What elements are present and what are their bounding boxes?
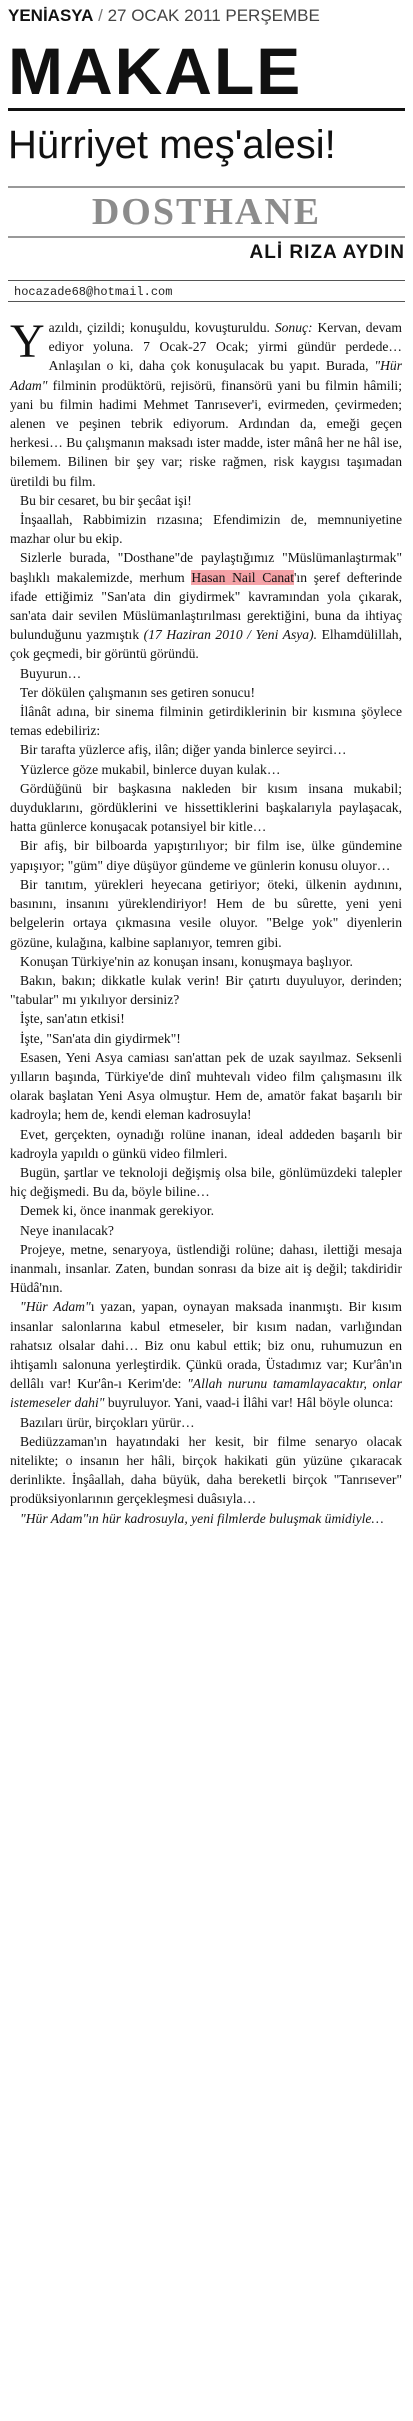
- paragraph: "Hür Adam"ın hür kadrosuyla, yeni filmlerde buluşmak ümidiyle…: [20, 1510, 384, 1526]
- issue-date: 27 OCAK 2011 PERŞEMBE: [107, 6, 320, 25]
- drop-cap: Y: [10, 315, 45, 368]
- paragraph: Bediüzzaman'ın hayatındaki her kesit, bir filme senaryo olacak nitelikte; o insanın her hâli, birçok hakikati gün yüzüne çıkaracak derinlikte. İnşâallah, daha büyük, daha bereketli birçok "Tanrısever" prodüksiyonlarının gerçekleşmesi duâsıyla…: [10, 1433, 402, 1507]
- paragraph: Demek ki, önce inanmak gerekiyor.: [20, 1203, 215, 1219]
- paragraph: Esasen, Yeni Asya camiası san'attan pek de uzak sayılmaz. Seksenli yılların başında, Türkiye'de dinî muhtevalı video film çalışmasını ilk olarak başlatan Yeni Asya olmuştur. Hem de, amatör fakat başarılı bir kadroyla; hem de, kendi eleman kadrosuyla!: [10, 1049, 402, 1123]
- paragraph: Sizlerle burada, "Dosthane"de paylaştığımız "Müslümanlaştırmak" başlıklı makalemizde, merhum Hasan Nail Canat'ın şeref defterinde ifade ettiğimiz "San'ata din giydirmek" kavramından yola çıkarak, san'ata dair sevilen Müslümanlaştırılması gerektiğini, buna da ihtiyaç bulunduğunu yazmıştık (17 Haziran 2010 / Yeni Asya). Elhamdülillah, çok geçmedi, bir görüntü göründü.: [10, 550, 402, 662]
- highlighted-name: Hasan Nail Canat: [191, 569, 294, 585]
- paragraph: Bugün, şartlar ve teknoloji değişmiş olsa bile, gönlümüzdeki talepler hiç değişmedi. Bu da, böyle biline…: [10, 1164, 402, 1200]
- paragraph: Bir tanıtım, yürekleri heyecana getiriyor; öteki, ülkenin aydınını, basınını, insanını yüreklendiriyor! Hem de bu sûrette, yeni yeni belgelerin ortaya çıkmasına vesile oluyor. "Belge yok" diyenlerin gözüne, kulağına, kalbine saplanıyor, temren gibi.: [10, 876, 402, 950]
- paragraph: "Hür Adam"ı yazan, yapan, oynayan maksada inanmıştı. Bir kısım insanlar salonlarına kabul etmeseler, bir kısım nadan, varlığından rahatsız olsalar dahi… Biz onu kabul ettik; biz onu, ruhumuzun en ihtişamlı salonuna yerleştirdik. Çünkü orada, Üstadımız var; Kur'ân'ın dellâlı var! Kur'ân-ı Kerim'de: "Allah nurunu tamamlayacaktır, onlar istemeseler dahi" buyruluyor. Yani, vaad-i İlâhi var! Hâl böyle olunca:: [10, 1299, 402, 1411]
- masthead: [8, 6, 408, 30]
- paragraph: Yüzlerce göze mukabil, binlerce duyan kulak…: [20, 761, 281, 777]
- paragraph: Konuşan Türkiye'nin az konuşan insanı, konuşmaya başlıyor.: [20, 953, 353, 969]
- paragraph: Gördüğünü bir başkasına nakleden bir kısım insana mukabil; duyduklarını, gördüklerini ve hissettiklerini başkalarıyla paylaşacak, hatta günlerce konuşacak potansiyel bir kitle…: [10, 780, 402, 835]
- paragraph: Bu bir cesaret, bu bir şecâat işi!: [20, 492, 192, 508]
- paragraph: Bakın, bakın; dikkatle kulak verin! Bir çatırtı duyuluyor, derinden; "tabular" mı yıkılıyor dersiniz?: [10, 972, 402, 1008]
- author-name: ALİ RIZA AYDIN: [249, 242, 405, 263]
- paragraph: İnşaallah, Rabbimizin rızasına; Efendimizin de, memnuniyetine mazhar olur bu ekip.: [10, 512, 402, 547]
- author-email: hocazade68@hotmail.com: [8, 280, 405, 302]
- paragraph: Bir afiş, bir bilboarda yapıştırılıyor; bir film ise, ülke gündemine yapışıyor; "güm" diye düşüyor gündeme ve günlerin konusu oluyor…: [10, 838, 402, 873]
- paragraph: Buyurun…: [20, 665, 82, 681]
- article-body: [10, 315, 403, 1528]
- paragraph: Projeye, metne, senaryoya, üstlendiği rolüne; dahası, ilettiği mesaja inanmalı, insanlar. Zaten, bundan sonrası da bize ait iş değil; takdiridir Hüdâ'nın.: [10, 1241, 402, 1296]
- paragraph: İşte, san'atın etkisi!: [20, 1011, 125, 1027]
- masthead-separator: /: [98, 6, 103, 25]
- paragraph: Yazıldı, çizildi; konuşuldu, kovuşturuldu. Sonuç: Kervan, devam ediyor yoluna. 7 Ocak-27 Ocak; yirmi gündür perdede… Anlaşılan o ki, daha çok konuşulacak bu yapıt. Burada, "Hür Adam" filminin prodüktörü, rejisörü, finansörü yani bu filmin hâmili; yani bu filmin hadimi Mehmet Tanrısever'i, evirmeden, çevirmeden; alenen ve peşinen tebrik ediyorum. Ardından da, emeği geçen herkesi… Bu çalışmanın maksadı ister madde, ister mânâ her ne hâl ise, bilemem. Bilinen bir şey var; riske rağmen, risk kaygısı taşımadan üretildi bu film.: [10, 315, 403, 489]
- paragraph: Ter dökülen çalışmanın ses getiren sonucu!: [20, 684, 255, 700]
- paragraph: İşte, "San'ata din giydirmek"!: [20, 1030, 181, 1046]
- paragraph: Neye inanılacak?: [20, 1222, 114, 1238]
- section-title: MAKALE: [8, 34, 405, 111]
- article-headline: Hürriyet meş'alesi!: [8, 123, 336, 167]
- newspaper-brand: YENİASYA: [8, 6, 94, 25]
- paragraph: Bazıları ürür, birçokları yürür…: [20, 1414, 195, 1430]
- column-name: DOSTHANE: [8, 186, 405, 238]
- paragraph: Bir tarafta yüzlerce afiş, ilân; diğer yanda binlerce seyirci…: [20, 742, 347, 758]
- paragraph: İlânât adına, bir sinema filminin getirdiklerinin bir kısmına şöylece temas edebiliriz:: [10, 704, 402, 739]
- paragraph: Evet, gerçekten, oynadığı rolüne inanan, ideal addeden başarılı bir kadroyla yapıldı o günkü video filmleri.: [10, 1126, 402, 1161]
